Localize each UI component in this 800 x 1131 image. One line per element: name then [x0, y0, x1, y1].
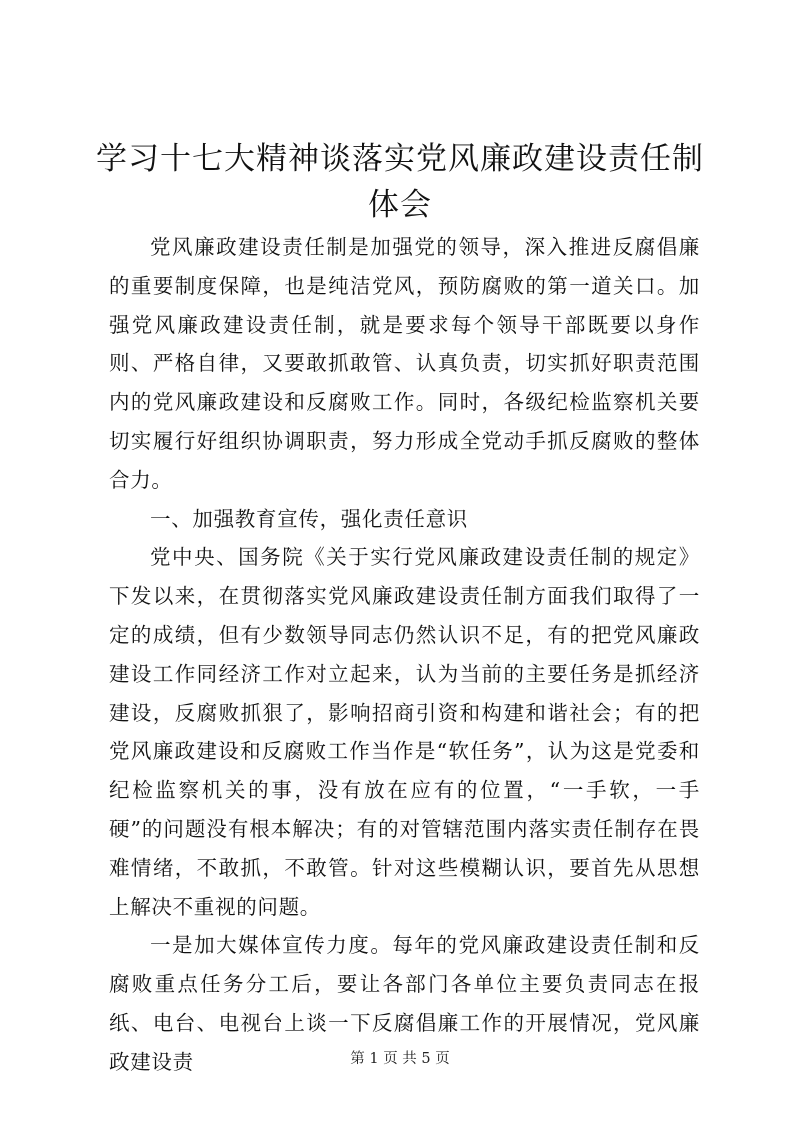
page-number-footer: 第 1 页 共 5 页 [350, 1051, 450, 1067]
paragraph-problems: 党中央、国务院《关于实行党风廉政建设责任制的规定》下发以来，在贯彻落实党风廉政建设责任制方面我们取得了一定的成绩，但有少数领导同志仍然认识不足，有的把党风廉政建设工作同经济工作对立起来，认为当前的主要任务是抓经济建设，反腐败抓狠了，影响招商引资和构建和谐社会；有的把党风廉政建设和反腐败工作当作是“软任务”，认为这是党委和纪检监察机关的事，没有放在应有的位置，“一手软，一手硬”的问题没有根本解决；有的对管辖范围内落实责任制存在畏难情绪，不敢抓，不敢管。针对这些模糊认识，要首先从思想上解决不重视的问题。 [109, 545, 700, 919]
paragraph-intro: 党风廉政建设责任制是加强党的领导，深入推进反腐倡廉的重要制度保障，也是纯洁党风，预防腐败的第一道关口。加强党风廉政建设责任制，就是要求每个领导干部既要以身作则、严格自律，又要敢抓敢管、认真负责，切实抓好职责范围内的党风廉政建设和反腐败工作。同时，各级纪检监察机关要切实履行好组织协调职责，努力形成全党动手抓反腐败的整体合力。 [109, 235, 700, 492]
document-body [109, 228, 700, 1082]
paragraph-media: 一是加大媒体宣传力度。每年的党风廉政建设责任制和反腐败重点任务分工后，要让各部门各单位主要负责同志在报纸、电台、电视台上谈一下反腐倡廉工作的开展情况，党风廉政建设责 [109, 933, 700, 1074]
document-title: 学习十七大精神谈落实党风廉政建设责任制体会 [96, 141, 704, 223]
section-heading-1: 一、加强教育宣传，强化责任意识 [150, 506, 468, 531]
